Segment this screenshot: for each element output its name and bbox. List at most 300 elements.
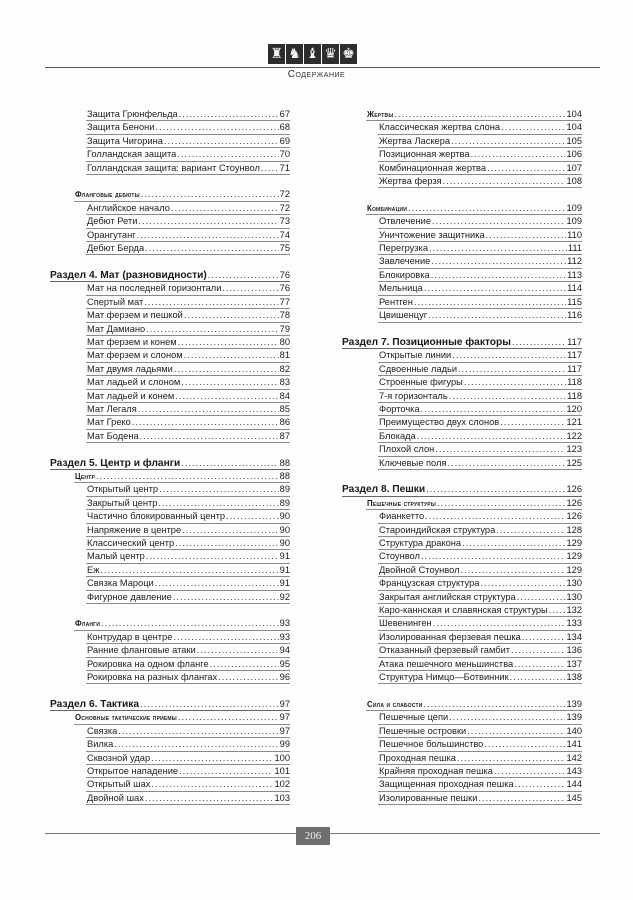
toc-entry-title: Дебют Рети [87,216,138,227]
toc-entry-title: Классический центр [87,538,175,548]
toc-leader-dots [515,778,566,791]
toc-entry-title: Изолированные пешки [379,792,478,803]
toc-entry-title: Дебют Берда [87,243,145,254]
toc-leader-dots [181,457,278,470]
toc-entry-title: Голландская защита [87,149,177,160]
toc-entry-title: Мат Дамиано [87,323,146,334]
toc-leader-dots [431,269,566,282]
toc-entry-sub [342,390,582,403]
toc-entry-page: 136 [566,645,582,656]
toc-entry-title: Защита Чигорина [87,135,163,146]
chess-pieces-icon-row [268,44,357,64]
toc-entry-title: Открытый шах [87,779,151,790]
toc-entry-page: 140 [566,725,582,736]
toc-entry-sub [50,162,290,175]
toc-entry-sub [342,363,582,376]
toc-entry-sub [342,242,582,255]
toc-list [50,108,290,805]
toc-entry-sub [342,443,582,456]
toc-leader-dots [179,765,273,778]
toc-leader-dots [184,349,279,362]
toc-leader-dots [141,188,279,201]
toc-entry-sub [50,483,290,496]
toc-entry-page: 84 [279,390,290,401]
toc-entry-page: 94 [279,645,290,656]
toc-entry-page: 109 [566,202,582,213]
toc-entry-page: 87 [279,430,290,441]
toc-entry-page: 116 [567,310,582,321]
toc-entry-page: 133 [566,618,582,629]
toc-entry-page: 101 [274,765,290,776]
toc-entry-sub [342,725,582,738]
toc-entry-page: 130 [566,591,582,602]
toc-entry-title: Форточка [379,403,420,414]
toc-entry-page: 142 [566,752,582,763]
toc-entry-title: Стоунвол [379,551,420,562]
toc-entry-title: Мат ферзем и конем [87,336,177,347]
toc-entry-title: Рокировка на одном фланге [87,658,209,669]
toc-leader-dots [462,537,565,550]
toc-entry-page: 92 [279,591,290,602]
toc-entry-title: Раздел 4. Мат (разновидности) [50,269,207,281]
toc-leader-dots [138,215,278,228]
toc-leader-dots [174,363,279,376]
toc-entry-sub [50,309,290,322]
toc-entry-page: 96 [279,672,290,683]
toc-entry-title: Французская структура [379,578,480,589]
toc-entry-sub [342,537,582,550]
toc-leader-dots [522,631,566,644]
toc-leader-dots [421,403,566,416]
toc-entry-title: Спертый мат [87,296,144,307]
toc-spacer [342,188,582,201]
toc-entry-title: Связка [87,725,118,736]
toc-entry-sub [50,403,290,416]
toc-entry-page: 72 [279,202,290,213]
toc-entry-sub [342,121,582,134]
toc-leader-dots [179,108,279,121]
toc-entry-sub [342,752,582,765]
toc-spacer [342,684,582,697]
toc-entry-sub [342,229,582,242]
toc-leader-dots [471,148,566,161]
toc-entry-title: Орангутанг [87,229,136,240]
toc-leader-dots [100,564,278,577]
toc-leader-dots [500,416,565,429]
toc-leader-dots [461,564,566,577]
toc-entry-sub [50,416,290,429]
toc-entry-page: 109 [566,216,582,227]
toc-leader-dots [486,229,567,242]
toc-entry-section [342,336,582,349]
toc-entry-title: Староиндийская структура [379,524,496,535]
toc-entry-title: Крайняя проходная пешка [379,765,493,776]
toc-leader-dots [421,550,566,563]
toc-entry-title: Строенные фигуры [379,377,463,388]
toc-leader-dots [437,497,566,510]
toc-leader-dots [155,121,278,134]
toc-entry-sub [50,229,290,242]
toc-entry-sub [50,631,290,644]
toc-entry-title: Закрытый центр [87,497,158,508]
toc-leader-dots [144,296,278,309]
toc-entry-page: 139 [566,712,582,723]
toc-entry-title: Мат на последней горизонтали [87,283,222,294]
toc-entry-page: 141 [566,739,582,750]
toc-entry-sub [50,349,290,362]
toc-entry-sub [50,658,290,671]
toc-entry-page: 88 [279,470,290,481]
toc-entry-sub [342,738,582,751]
toc-spacer [342,323,582,336]
toc-entry-section [342,483,582,496]
toc-entry-sub [342,430,582,443]
toc-leader-dots [435,443,565,456]
bishop-icon: ♝ [304,44,321,64]
toc-entry-sub [342,765,582,778]
toc-entry-title: Мат ладьей и конем [87,390,175,401]
toc-leader-dots [511,644,565,657]
toc-entry-title: Сквозной удар [87,752,151,763]
toc-entry-page: 145 [566,792,582,803]
toc-entry-title: Пешечные структуры [367,498,436,508]
toc-entry-title: Отвлечение [379,216,432,227]
toc-entry-title: Плохой слон [379,444,435,455]
toc-leader-dots [114,738,278,751]
toc-entry-title: Мат Легаля [87,403,137,414]
toc-entry-sub [342,309,582,322]
toc-entry-page: 104 [566,122,582,133]
toc-leader-dots [178,711,279,724]
toc-entry-title: Рокировка на разных флангах [87,672,218,683]
toc-entry-sub [50,537,290,550]
toc-entry-page: 90 [279,538,290,548]
toc-leader-dots [484,738,565,751]
toc-leader-dots [464,376,566,389]
toc-entry-page: 74 [279,229,290,240]
toc-leader-dots [467,725,565,738]
toc-entry-page: 122 [566,430,582,441]
toc-entry-page: 102 [274,779,290,790]
toc-left-column [50,108,290,805]
toc-entry-page: 93 [279,618,290,629]
toc-entry-page: 77 [279,296,290,307]
page-number: 206 [296,827,330,845]
toc-entry-page: 120 [566,403,582,414]
toc-leader-dots [184,309,279,322]
toc-entry-title: Раздел 7. Позиционные факторы [342,336,511,348]
toc-entry-title: 7-я горизонталь [379,390,448,401]
toc-entry-sub [342,711,582,724]
toc-entry-title: Ранние фланговые атаки [87,645,196,656]
toc-entry-page: 129 [566,564,582,575]
toc-entry-sub [342,416,582,429]
toc-entry-page: 75 [279,243,290,254]
toc-leader-dots [182,524,279,537]
toc-entry-title: Фланговые дебюты [75,190,140,200]
toc-entry-sub [50,108,290,121]
toc-entry-page: 137 [566,658,582,669]
toc-entry-title: Жертва Ласкера [379,135,451,146]
toc-entry-title: Раздел 5. Центр и фланги [50,457,181,469]
toc-entry-title: Позиционная жертва [379,149,470,160]
toc-entry-page: 132 [566,605,582,616]
toc-entry-sub [50,725,290,738]
toc-entry-section [50,698,290,711]
toc-entry-sub [342,175,582,188]
toc-entry-title: Комбинационная жертва [379,162,487,173]
toc-leader-dots [424,282,566,295]
toc-entry-sub [50,497,290,510]
toc-leader-dots [514,658,565,671]
toc-leader-dots [145,242,279,255]
toc-entry-title: Центр [75,471,96,481]
toc-entry-group [342,497,582,510]
toc-entry-group [342,202,582,215]
toc-entry-page: 111 [567,243,582,254]
toc-entry-sub [50,752,290,765]
toc-entry-page: 70 [279,149,290,160]
toc-leader-dots [496,524,565,537]
toc-entry-page: 126 [566,484,582,495]
toc-entry-title: Мат ладьей и слоном [87,377,181,388]
toc-entry-page: 90 [279,511,290,522]
toc-entry-page: 76 [279,283,290,294]
toc-entry-group [342,108,582,121]
toc-leader-dots [145,792,274,805]
toc-entry-page: 130 [566,578,582,589]
toc-entry-page: 67 [279,109,290,119]
toc-entry-title: Изолированная ферзевая пешка [379,631,521,642]
toc-spacer [50,175,290,188]
toc-leader-dots [132,416,279,429]
toc-entry-sub [50,591,290,604]
toc-entry-sub [342,577,582,590]
toc-entry-title: Жертвы [367,110,394,119]
toc-entry-page: 121 [566,417,582,428]
toc-entry-title: Мат Бодена [87,430,139,441]
toc-entry-title: Мельница [379,283,423,294]
toc-entry-page: 91 [279,551,290,562]
toc-entry-title: Фианкетто [379,511,425,522]
toc-leader-dots [96,470,279,483]
toc-leader-dots [517,591,566,604]
knight-icon: ♞ [286,44,303,64]
toc-entry-page: 90 [279,524,290,535]
toc-entry-sub [50,202,290,215]
toc-entry-page: 83 [279,377,290,388]
toc-entry-sub [50,738,290,751]
toc-entry-page: 144 [566,779,582,790]
toc-entry-title: Жертва ферзя [379,176,442,187]
toc-entry-group [50,617,290,630]
toc-entry-title: Сила и слабости [367,699,423,709]
toc-leader-dots [394,108,565,121]
toc-entry-sub [342,644,582,657]
toc-entry-sub [50,135,290,148]
toc-leader-dots [426,483,565,496]
toc-leader-dots [414,296,566,309]
toc-entry-sub [342,792,582,805]
toc-leader-dots [210,658,279,671]
toc-entry-page: 82 [279,363,290,374]
toc-leader-dots [164,135,279,148]
toc-entry-sub [342,617,582,630]
toc-leader-dots [222,282,278,295]
toc-entry-sub [50,296,290,309]
toc-entry-sub [342,591,582,604]
toc-entry-title: Отказанный ферзевый гамбит [379,645,511,656]
toc-entry-sub [50,792,290,805]
toc-leader-dots [261,162,279,175]
queen-icon: ♛ [322,44,339,64]
toc-leader-dots [549,604,566,617]
toc-entry-page: 117 [567,363,582,374]
toc-leader-dots [178,336,279,349]
toc-entry-title: Перегрузка [379,243,429,254]
toc-leader-dots [452,349,566,362]
toc-leader-dots [449,390,567,403]
toc-entry-page: 114 [567,283,582,294]
toc-entry-sub [342,631,582,644]
toc-leader-dots [158,497,278,510]
toc-entry-page: 97 [279,712,290,723]
toc-entry-sub [50,550,290,563]
toc-entry-sub [342,564,582,577]
toc-entry-sub [50,390,290,403]
toc-leader-dots [449,711,565,724]
toc-entry-sub [50,765,290,778]
toc-entry-page: 91 [279,564,290,575]
toc-entry-sub [50,376,290,389]
toc-leader-dots [451,135,565,148]
toc-entry-title: Структура дракона [379,538,462,548]
toc-entry-page: 89 [279,484,290,495]
toc-entry-page: 106 [566,149,582,160]
toc-leader-dots [510,671,566,684]
toc-entry-page: 97 [279,698,290,709]
toc-entry-sub [342,510,582,523]
toc-entry-title: Мат ферзем и пешкой [87,310,183,321]
toc-leader-dots [138,403,279,416]
toc-leader-dots [175,390,278,403]
toc-entry-section [50,457,290,470]
toc-leader-dots [512,336,566,349]
toc-entry-title: Шевенинген [379,618,432,629]
toc-leader-dots [181,376,278,389]
toc-entry-group [342,698,582,711]
toc-list [342,108,582,805]
toc-entry-sub [50,215,290,228]
toc-entry-page: 68 [279,122,290,133]
toc-entry-page: 88 [279,457,290,468]
toc-entry-page: 134 [566,631,582,642]
toc-entry-page: 108 [566,176,582,187]
toc-entry-page: 126 [566,511,582,522]
toc-entry-title: Раздел 8. Пешки [342,484,426,496]
toc-entry-page: 99 [279,739,290,750]
toc-leader-dots [140,430,279,443]
toc-entry-page: 95 [279,658,290,669]
toc-entry-sub [342,296,582,309]
toc-entry-page: 139 [566,698,582,709]
toc-right-column [342,108,582,805]
toc-entry-group [50,711,290,724]
toc-leader-dots [431,255,566,268]
rook-icon: ♜ [268,44,285,64]
toc-entry-page: 85 [279,403,290,414]
toc-entry-title: Защищенная проходная пешка [379,779,514,790]
toc-leader-dots [487,162,565,175]
toc-entry-title: Частично блокированный центр [87,511,226,522]
toc-entry-title: Атака пешечного меньшинства [379,658,514,669]
toc-entry-sub [342,550,582,563]
toc-entry-page: 105 [566,135,582,146]
toc-entry-sub [342,162,582,175]
toc-entry-page: 80 [279,336,290,347]
king-icon: ♚ [340,44,357,64]
toc-entry-title: Структура Нимцо—Ботвинник [379,672,509,683]
toc-leader-dots [171,202,279,215]
toc-leader-dots [175,537,279,550]
toc-entry-page: 91 [279,578,290,589]
toc-entry-page: 93 [279,631,290,642]
toc-entry-title: Вилка [87,739,114,750]
toc-entry-page: 81 [279,350,290,361]
toc-leader-dots [173,631,278,644]
toc-entry-title: Рентген [379,296,413,307]
toc-leader-dots [197,644,279,657]
toc-leader-dots [433,617,566,630]
toc-entry-sub [50,524,290,537]
toc-entry-sub [50,242,290,255]
toc-leader-dots [443,175,566,188]
toc-entry-page: 71 [279,162,290,173]
toc-leader-dots [151,752,273,765]
toc-leader-dots [494,765,566,778]
toc-entry-title: Открытое нападение [87,765,179,776]
toc-entry-title: Уничтожение защитника [379,229,485,240]
toc-entry-title: Двойной шах [87,792,144,803]
toc-entry-page: 86 [279,417,290,428]
toc-entry-title: Блокада [379,430,416,441]
toc-entry-sub [342,658,582,671]
toc-entry-page: 118 [567,377,582,388]
toc-leader-dots [429,242,567,255]
toc-entry-title: Блокировка [379,269,430,280]
toc-spacer [50,255,290,268]
toc-entry-page: 100 [274,752,290,763]
toc-entry-page: 78 [279,310,290,321]
toc-leader-dots [151,778,273,791]
toc-leader-dots [118,725,278,738]
toc-entry-page: 89 [279,497,290,508]
toc-entry-title: Напряжение в центре [87,524,182,535]
toc-entry-page: 107 [566,162,582,173]
toc-entry-page: 73 [279,216,290,227]
toc-entry-sub [342,403,582,416]
toc-leader-dots [208,269,279,282]
toc-leader-dots [146,323,278,336]
toc-entry-page: 97 [279,725,290,736]
toc-entry-title: Связка Мароци [87,578,154,589]
toc-leader-dots [137,229,279,242]
toc-entry-sub [50,577,290,590]
toc-entry-title: Классическая жертва слона [379,122,501,133]
toc-entry-page: 113 [567,269,582,280]
toc-entry-sub [50,336,290,349]
toc-entry-page: 128 [566,524,582,535]
